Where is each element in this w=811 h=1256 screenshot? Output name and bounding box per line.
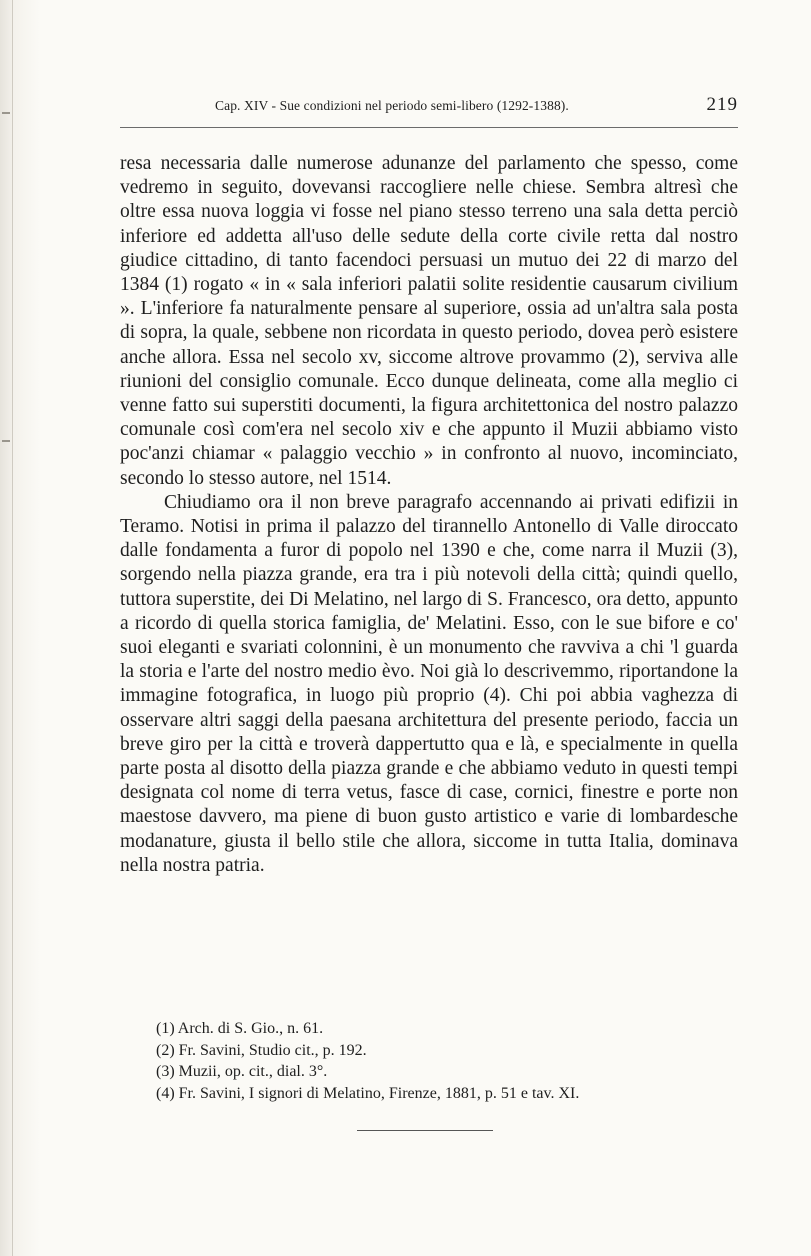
closing-rule <box>357 1130 493 1131</box>
footnote-4: (4) Fr. Savini, I signori di Melatino, Firenze, 1881, p. 51 e tav. XI. <box>156 1084 580 1102</box>
page-edge-mark <box>2 440 10 442</box>
paragraph-1: resa necessaria dalle numerose adunanze del parlamento che spesso, come vedremo in seguito, dovevansi raccogliere nelle chiese. Sembra altresì che oltre essa nuova loggia vi fosse nel piano stesso terreno una sala detta perciò inferiore ed addetta all'uso delle sedute della corte civile retta dal nostro giudice cittadino, di tanto facendoci persuasi un mutuo dei 22 di marzo del 1384 (1) rogato « in « sala inferiori palatii solite residentie causarum civilium ». L'inferiore fa naturalmente pensare al superiore, ossia ad un'altra sala posta di sopra, la quale, sebbene non ricordata in questo periodo, dovea però esistere anche allora. Essa nel secolo xv, siccome altrove provammo (2), serviva alle riunioni del consiglio comunale. Ecco dunque delineata, come alla meglio ci venne fatto sui superstiti documenti, la figura architettonica del nostro palazzo comunale così com'era nel secolo xiv e che appunto il Muzii abbiamo visto poc'anzi chiamar « palaggio vecchio » in confronto al nuovo, incominciato, secondo lo stesso autore, nel 1514. <box>120 153 738 489</box>
footnote-1: (1) Arch. di S. Gio., n. 61. <box>156 1020 324 1037</box>
page-gutter-edge <box>12 0 13 1256</box>
page-number: 219 <box>706 94 738 115</box>
footnote-3: (3) Muzii, op. cit., dial. 3°. <box>156 1063 328 1080</box>
paragraph-2: Chiudiamo ora il non breve paragrafo accennando ai privati edifizii in Teramo. Notisi in prima il palazzo del tirannello Antonello di Valle diroccato dalle fondamenta a furor di popolo nel 1390 e che, come narra il Muzii (3), sorgendo nella piazza grande, era tra i più notevoli della città; quindi quello, tuttora superstite, dei Di Melatino, nel largo di S. Francesco, ora detto, appunto a ricordo di quella storica famiglia, de' Melatini. Esso, con le sue bifore e co' suoi eleganti e svariati colonnini, è un monumento che ravviva a chi 'l guarda la storia e l'arte del nostro medio èvo. Noi già lo descrivemmo, riportandone la immagine fotografica, in luogo più proprio (4). Chi poi abbia vaghezza di osservare altri saggi della paesana architettura del presente periodo, faccia un breve giro per la città e troverà dappertutto qua e là, e specialmente in quella parte posta al disotto della piazza grande e che abbiamo veduto in questi tempi designata col nome di terra vetus, fasce di case, cornici, finestre e porte non maestose davvero, ma piene di buon gusto artistico e varie di lombardesche modanature, giusta il bello stile che allora, siccome in tutta Italia, dominava nella nostra patria. <box>120 491 738 876</box>
page-header <box>120 96 740 120</box>
page-edge-mark <box>2 112 10 114</box>
header-rule <box>120 127 738 128</box>
main-text <box>120 152 738 878</box>
footnotes <box>156 1018 746 1104</box>
running-title: Cap. XIV - Sue condizioni nel periodo semi-libero (1292-1388). <box>215 98 569 113</box>
footnote-2: (2) Fr. Savini, Studio cit., p. 192. <box>156 1041 367 1059</box>
